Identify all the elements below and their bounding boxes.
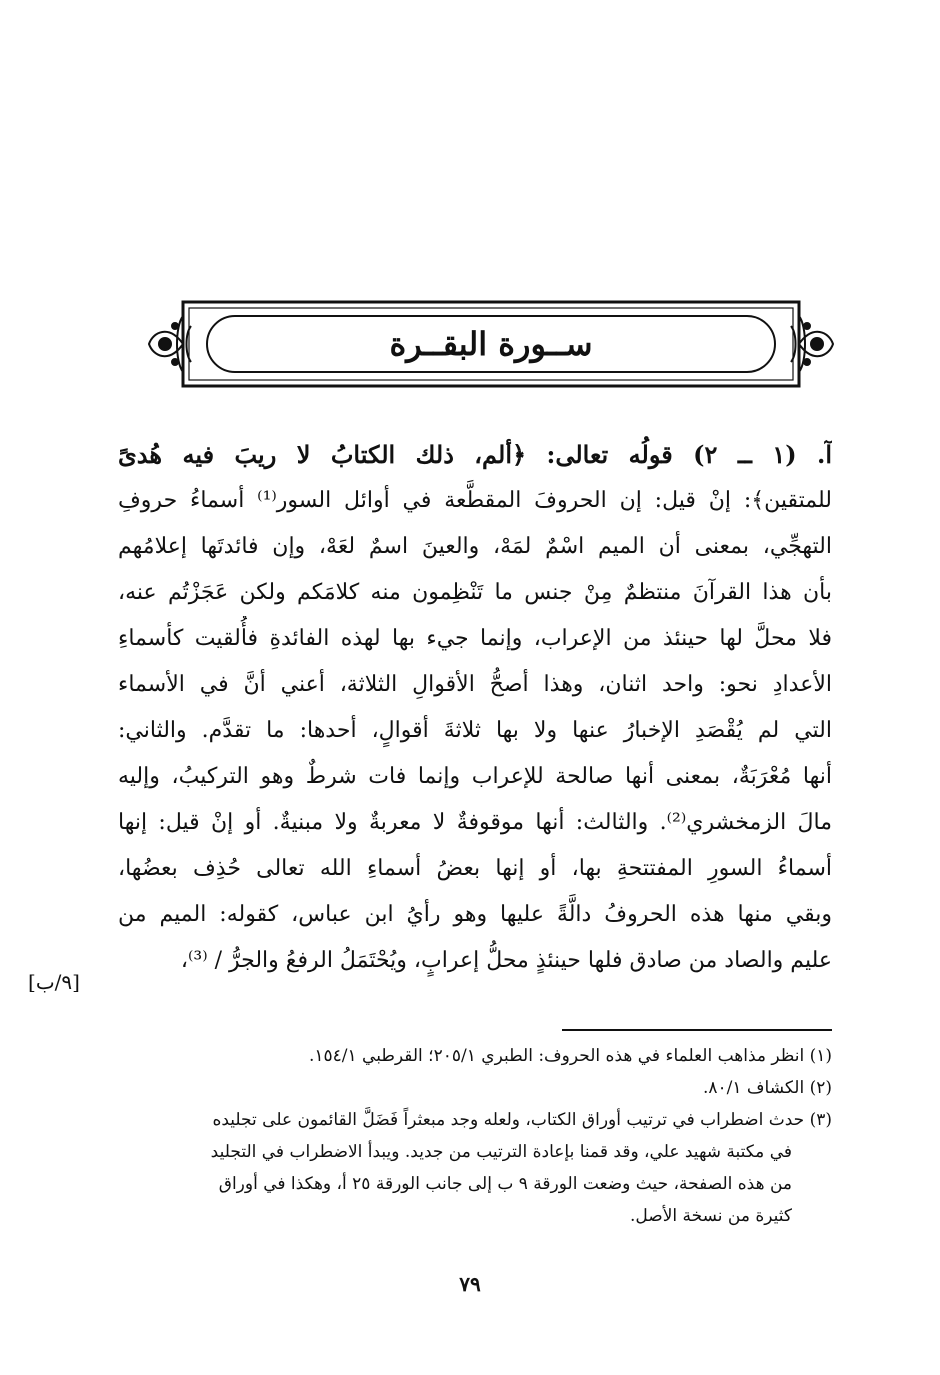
surah-title-frame [145,296,837,392]
text-line: الأعدادِ نحو: واحد اثنان، وهذا أصحُّ الأقوالِ الثلاثة، أعني أنَّ في الأسماء [118,672,832,697]
page-number: ٧٩ [459,1272,481,1296]
footnote: (٣) حدث اضطراب في ترتيب أوراق الكتاب، ولعله وجد مبعثراً فَضَلَّ القائمون على تجليده [212,1110,832,1130]
footnote: (١) انظر مذاهب العلماء في هذه الحروف: الطبري ٢٠٥/١؛ القرطبي ١٥٤/١. [308,1046,832,1066]
left-ornament [149,316,191,372]
footnote-continuation: في مكتبة شهيد علي، وقد قمنا بإعادة الترتيب من جديد. ويبدأ الاضطراب في التجليد [210,1142,792,1162]
text-line: أسماءُ السورِ المفتتحةِ بها، أو إنها بعضُ أسماءِ الله تعالى حُذِف بعضُها، [118,856,832,881]
right-ornament [791,316,833,372]
text-line: عليم والصاد من صادق فلها حينئذٍ محلُّ إعرابٍ، ويُحْتَمَلُ الرفعُ والجرُّ / ⁽³⁾، [180,948,832,973]
main-text-block [118,432,832,984]
text-line: للمتقين﴾: إنْ قيل: إن الحروفَ المقطَّعة في أوائل السور⁽¹⁾ أسماءُ حروفِ [118,488,832,513]
footnote-continuation: كثيرة من نسخة الأصل. [629,1206,792,1226]
text-line: أنها مُعْرَبَةٌ، بمعنى أنها صالحة للإعراب وإنما فات شرطٌ وهو التركيبُ، وإليه [118,764,832,789]
text-line: وبقي منها هذه الحروفُ دالَّةً عليها وهو رأيُ ابن عباس، كقوله: الميم من [118,902,832,927]
text-line: آ. (١ ــ ٢) قولُه تعالى: ﴿ألم، ذلك الكتابُ لا ريبَ فيه هُدىً [118,440,832,469]
text-line: التهجِّي، بمعنى أن الميم اسْمٌ لمَهْ، والعينَ اسمٌ لعَهْ، وإن فائدتَها إعلامُهم [118,534,832,559]
footnotes-block [150,1040,832,1232]
text-line: بأن هذا القرآنَ منتظمٌ مِنْ جنس ما تَنْظِمون منه كلامَكم ولكن عَجَزْتُم عنه، [118,580,832,605]
footnote-separator [562,1029,832,1031]
text-line: التي لم يُقْصَدِ الإخبارُ عنها ولا بها ثلاثةَ أقوالٍ، أحدها: ما تقدَّم. والثاني: [118,718,832,743]
text-line: فلا محلَّ لها حينئذ من الإعراب، وإنما جيء بها لهذه الفائدةِ فأُلقيت كأسماءِ [118,626,832,651]
footnote: (٢) الكشاف ٨٠/١. [702,1078,832,1098]
surah-title: ســورة البقــرة [389,325,593,363]
text-line: مالَ الزمخشري⁽²⁾. والثالث: أنها موقوفةٌ لا معربةٌ ولا مبنيةٌ. أو إنْ قيل: إنها [118,810,832,835]
footnote-continuation: من هذه الصفحة، حيث وضعت الورقة ٩ ب إلى جانب الورقة ٢٥ أ، وهكذا في أوراق [218,1174,792,1194]
manuscript-folio-reference: [٩/ب] [28,970,80,994]
